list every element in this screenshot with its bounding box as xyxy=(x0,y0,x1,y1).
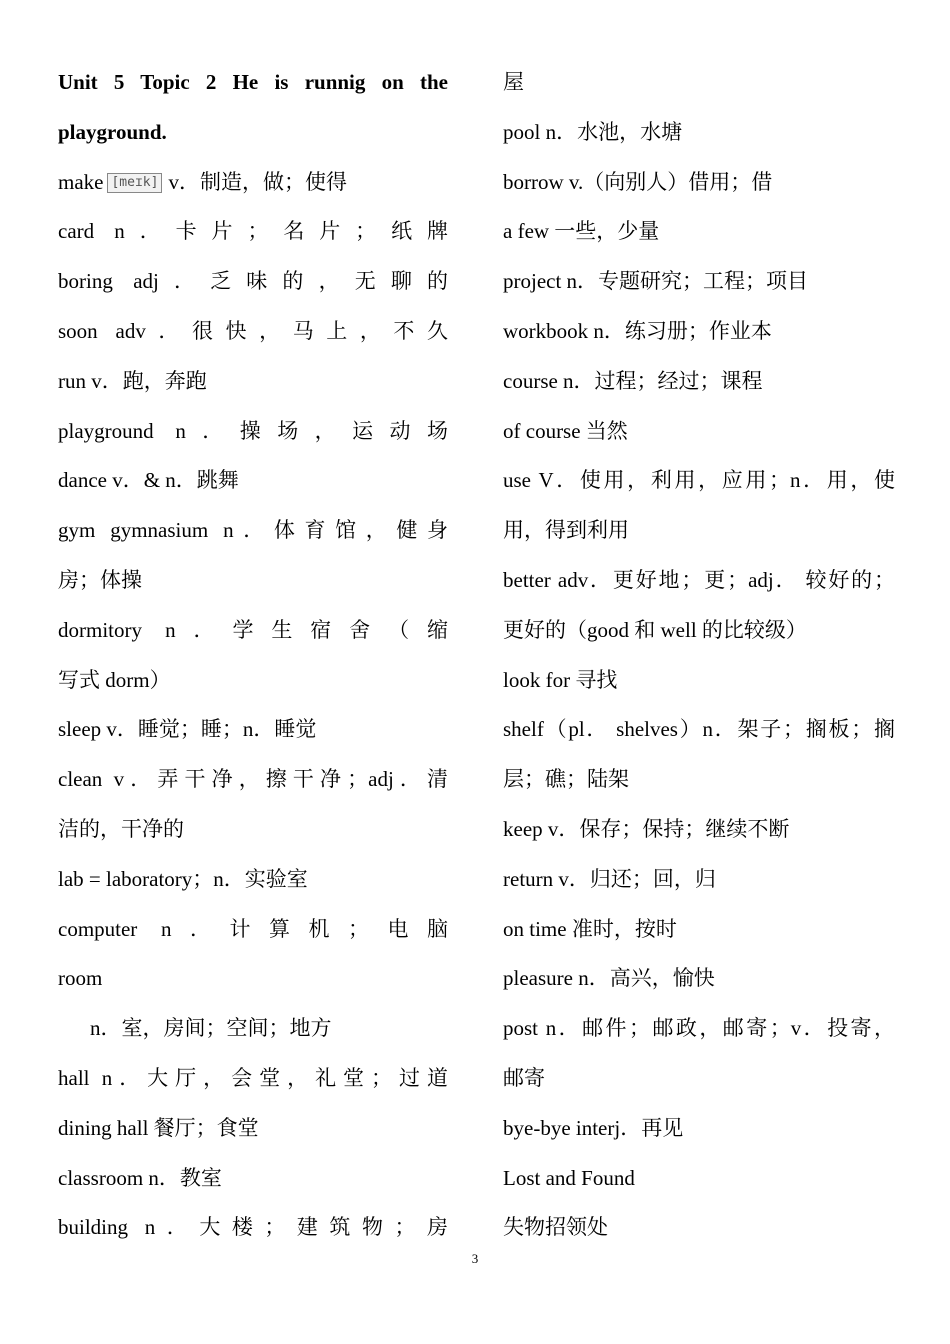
vocab-line: borrow v.（向别人）借用；借 xyxy=(503,169,773,194)
page-number: 3 xyxy=(471,1251,479,1266)
vocab-line: dance v．& n．跳舞 xyxy=(58,468,239,493)
vocab-line: sleep v．睡觉；睡；n．睡觉 xyxy=(58,717,317,742)
vocab-line: 洁的，干净的 xyxy=(58,816,184,841)
vocab-line: playground n．操场，运动场 xyxy=(58,418,448,443)
vocab-line: look for 寻找 xyxy=(503,667,618,692)
vocab-line: hall n．大厅，会堂，礼堂；过道 xyxy=(58,1065,448,1090)
vocab-line: dining hall 餐厅；食堂 xyxy=(58,1115,259,1140)
unit-title-line-1: Unit 5 Topic 2 He is runnig on the xyxy=(58,70,448,94)
phonetic-image: [meɪk] xyxy=(107,173,162,193)
vocab-line: use V．使用，利用，应用；n．用，使 xyxy=(503,468,895,493)
vocab-definition: v．制造，做；使得 xyxy=(168,169,347,194)
vocab-line: on time 准时，按时 xyxy=(503,916,677,941)
vocab-line: building n．大楼；建筑物；房 xyxy=(58,1215,448,1240)
vocab-line: card n．卡片；名片；纸牌 xyxy=(58,219,448,244)
vocab-line: 用，得到利用 xyxy=(503,518,629,543)
vocab-line: 写式 dorm） xyxy=(58,667,171,692)
vocab-line: 失物招领处 xyxy=(503,1215,608,1240)
vocab-line: classroom n．教室 xyxy=(58,1165,222,1190)
vocab-line: 屋 xyxy=(503,70,524,94)
vocab-line: clean v．弄干净，擦干净；adj．清 xyxy=(58,767,448,792)
vocab-line: a few 一些，少量 xyxy=(503,219,660,244)
vocab-line: n．室，房间；空间；地方 xyxy=(90,1016,332,1041)
vocab-line: 层；礁；陆架 xyxy=(503,767,629,792)
vocab-line: room xyxy=(58,966,103,991)
vocab-line: computer n．计算机；电脑 xyxy=(58,916,448,941)
vocab-entry-make xyxy=(58,158,448,208)
vocab-line: run v．跑，奔跑 xyxy=(58,368,207,393)
vocab-line: boring adj．乏味的，无聊的 xyxy=(58,269,448,294)
vocab-line: project n．专题研究；工程；项目 xyxy=(503,269,809,294)
vocab-line: keep v．保存；保持；继续不断 xyxy=(503,816,790,841)
vocab-line: Lost and Found xyxy=(503,1165,635,1190)
vocab-line: gym gymnasium n．体育馆，健身 xyxy=(58,518,448,543)
vocab-line: shelf（pl． shelves）n．架子；搁板；搁 xyxy=(503,717,895,742)
vocab-line: course n．过程；经过；课程 xyxy=(503,368,763,393)
vocab-line: lab = laboratory；n．实验室 xyxy=(58,866,308,891)
unit-title-line-2: playground. xyxy=(58,119,167,144)
vocab-line: dormitory n．学生宿舍（缩 xyxy=(58,617,448,642)
vocab-line: pleasure n．高兴，愉快 xyxy=(503,966,715,991)
vocab-line: 邮寄 xyxy=(503,1065,545,1090)
vocab-line: 更好的（good 和 well 的比较级） xyxy=(503,617,807,642)
vocab-line: 房；体操 xyxy=(58,567,142,592)
left-column xyxy=(58,58,448,1253)
vocab-line: return v．归还；回，归 xyxy=(503,866,716,891)
vocab-line: better adv．更好地；更；adj． 较好的； xyxy=(503,567,895,592)
vocab-line: workbook n．练习册；作业本 xyxy=(503,318,772,343)
vocab-line: post n．邮件；邮政，邮寄；v．投寄， xyxy=(503,1016,895,1041)
vocab-line: bye-bye interj．再见 xyxy=(503,1115,684,1140)
vocab-word: make xyxy=(58,169,104,194)
right-column xyxy=(503,58,895,1253)
vocab-line: of course 当然 xyxy=(503,418,628,443)
vocab-line: soon adv．很快，马上，不久 xyxy=(58,318,448,343)
vocab-line: pool n．水池，水塘 xyxy=(503,119,683,144)
